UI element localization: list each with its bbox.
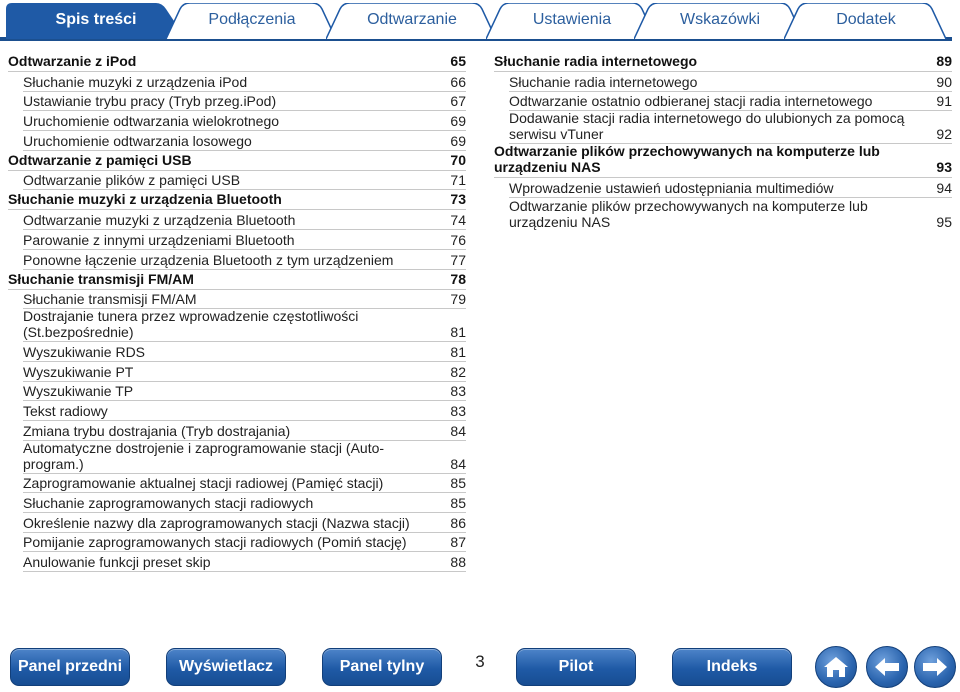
toc-title: Słuchanie muzyki z urządzenia Bluetooth xyxy=(8,191,282,208)
toc-page: 84 xyxy=(450,422,466,439)
toc-title: Wyszukiwanie RDS xyxy=(23,343,146,360)
tab-label: Podłączenia xyxy=(208,11,296,28)
rear-panel-button[interactable] xyxy=(322,648,442,686)
tab-label: Dodatek xyxy=(836,11,896,28)
toc-entry[interactable] xyxy=(23,230,466,250)
toc-page: 95 xyxy=(936,214,952,231)
toc-page: 85 xyxy=(450,495,466,511)
toc-title: Zaprogramowanie aktualnej stacji radiowej (Pamięć stacji) xyxy=(23,475,384,492)
toc-page: 84 xyxy=(450,455,466,472)
toc-title: Słuchanie transmisji FM/AM xyxy=(8,270,194,287)
display-button[interactable] xyxy=(166,648,286,686)
toc-page: 79 xyxy=(450,291,466,308)
toc-entry[interactable] xyxy=(23,210,466,230)
toc-page: 77 xyxy=(450,251,466,268)
remote-button[interactable] xyxy=(516,648,636,686)
toc-entry[interactable] xyxy=(23,131,466,151)
toc-title: Odtwarzanie plików przechowywanych na komputerze lub urządzeniu NAS xyxy=(509,198,868,231)
toc-page: 69 xyxy=(450,132,466,149)
toc-title: Uruchomienie odtwarzania wielokrotnego xyxy=(23,113,280,130)
toc-title: Słuchanie muzyki z urządzenia iPod xyxy=(23,73,248,90)
toc-title: Odtwarzanie plików przechowywanych na komputerze lub urządzeniu NAS xyxy=(494,143,880,176)
toc-heading[interactable] xyxy=(8,52,466,72)
toc-entry[interactable] xyxy=(509,92,952,112)
forward-button[interactable] xyxy=(914,646,956,688)
toc-title: Pomijanie zaprogramowanych stacji radiowych (Pomiń stację) xyxy=(23,534,407,551)
display-label: Wyświetlacz xyxy=(179,658,273,675)
toc-title: Uruchomienie odtwarzania losowego xyxy=(23,132,252,149)
toc-page: 73 xyxy=(450,191,466,208)
toc-entry[interactable] xyxy=(23,493,466,513)
toc-heading[interactable] xyxy=(8,270,466,290)
toc-page: 88 xyxy=(450,554,466,571)
toc-page: 71 xyxy=(450,172,466,189)
tab-label: Spis treści xyxy=(55,11,137,28)
toc-entry[interactable] xyxy=(23,171,466,191)
index-label: Indeks xyxy=(706,658,758,675)
toc-title: Wyszukiwanie PT xyxy=(23,363,134,380)
toc-entry[interactable] xyxy=(23,111,466,131)
toc-entry[interactable] xyxy=(23,362,466,382)
front-panel-button[interactable] xyxy=(10,648,130,686)
rear-panel-label: Panel tylny xyxy=(339,658,425,675)
toc-page: 65 xyxy=(450,53,466,69)
toc-page: 82 xyxy=(450,363,466,380)
toc-entry[interactable] xyxy=(23,290,466,310)
toc-title: Wprowadzenie ustawień udostępniania multimediów xyxy=(509,180,834,197)
toc-page: 74 xyxy=(450,212,466,229)
front-panel-label: Panel przedni xyxy=(17,658,123,675)
toc-page: 76 xyxy=(450,231,466,248)
toc-entry[interactable] xyxy=(509,198,952,231)
toc-page: 70 xyxy=(450,151,466,168)
toc-entry[interactable] xyxy=(23,92,466,112)
toc-entry[interactable] xyxy=(23,250,466,270)
toc-title: Ponowne łączenie urządzenia Bluetooth z tym urządzeniem xyxy=(23,251,394,268)
toc-title: Dostrajanie tunera przez wprowadzenie częstotliwości (St.bezpośrednie) xyxy=(23,308,359,341)
toc-entry[interactable] xyxy=(23,552,466,572)
toc-title: Ustawianie trybu pracy (Tryb przeg.iPod) xyxy=(23,93,277,110)
toc-page: 78 xyxy=(450,270,466,287)
toc-page: 83 xyxy=(450,383,466,400)
tab-ustawienia[interactable] xyxy=(486,3,658,37)
back-button[interactable] xyxy=(866,646,908,688)
toc-page: 93 xyxy=(936,159,952,176)
toc-title: Automatyczne dostrojenie i zaprogramowanie stacji (Auto-program.) xyxy=(23,439,385,472)
toc-page: 67 xyxy=(450,93,466,110)
toc-page: 81 xyxy=(450,343,466,360)
tab-label: Odtwarzanie xyxy=(367,11,457,28)
toc-entry[interactable] xyxy=(509,111,952,144)
toc-title: Słuchanie zaprogramowanych stacji radiowych xyxy=(23,495,314,511)
toc-title: Zmiana trybu dostrajania (Tryb dostrajania) xyxy=(23,422,291,439)
home-icon xyxy=(823,655,849,679)
toc-entry[interactable] xyxy=(23,401,466,421)
toc-title: Słuchanie radia internetowego xyxy=(509,73,698,90)
toc-page: 87 xyxy=(450,534,466,551)
toc-right-column xyxy=(494,52,952,231)
toc-heading[interactable] xyxy=(494,144,952,178)
toc-heading[interactable] xyxy=(8,151,466,171)
toc-page: 83 xyxy=(450,402,466,419)
index-button[interactable] xyxy=(672,648,792,686)
page-number: 3 xyxy=(475,652,485,671)
toc-entry[interactable] xyxy=(509,72,952,92)
toc-page: 94 xyxy=(936,180,952,197)
toc-page: 66 xyxy=(450,73,466,90)
toc-title: Określenie nazwy dla zaprogramowanych stacji (Nazwa stacji) xyxy=(23,514,410,531)
tab-dodatek[interactable] xyxy=(784,3,948,37)
tab-wskazowki[interactable] xyxy=(634,3,806,37)
toc-entry[interactable] xyxy=(23,309,466,342)
toc-title: Słuchanie radia internetowego xyxy=(494,53,698,69)
toc-page: 92 xyxy=(936,126,952,143)
toc-heading[interactable] xyxy=(8,190,466,210)
toc-title: Wyszukiwanie TP xyxy=(23,383,134,400)
toc-entry[interactable] xyxy=(23,441,466,474)
toc-page: 89 xyxy=(936,53,952,69)
toc-title: Tekst radiowy xyxy=(23,402,108,419)
toc-entry[interactable] xyxy=(23,513,466,533)
toc-title: Dodawanie stacji radia internetowego do ulubionych za pomocą serwisu vTuner xyxy=(509,110,905,143)
remote-label: Pilot xyxy=(558,658,594,675)
tab-label: Wskazówki xyxy=(679,11,760,28)
toc-heading[interactable] xyxy=(494,52,952,72)
toc-entry[interactable] xyxy=(23,474,466,494)
toc-title: Odtwarzanie muzyki z urządzenia Bluetooth xyxy=(23,212,296,229)
toc-title: Anulowanie funkcji preset skip xyxy=(23,554,211,571)
toc-entry[interactable] xyxy=(23,382,466,402)
toc-page: 85 xyxy=(450,475,466,492)
toc-title: Słuchanie transmisji FM/AM xyxy=(23,291,197,308)
toc-page: 81 xyxy=(450,324,466,341)
tab-podlaczenia[interactable] xyxy=(166,3,338,37)
toc-page: 86 xyxy=(450,514,466,531)
arrow-left-icon xyxy=(873,656,901,678)
toc-entry[interactable] xyxy=(23,421,466,441)
toc-title: Odtwarzanie ostatnio odbieranej stacji radia internetowego xyxy=(509,93,873,110)
tab-odtwarzanie[interactable] xyxy=(326,3,498,37)
toc-page: 90 xyxy=(936,73,952,90)
toc-title: Odtwarzanie z iPod xyxy=(8,53,137,69)
tab-label: Ustawienia xyxy=(532,11,612,28)
tab-bar xyxy=(0,0,960,40)
toc-entry[interactable] xyxy=(23,342,466,362)
toc-page: 69 xyxy=(450,113,466,130)
toc-title: Odtwarzanie plików z pamięci USB xyxy=(23,172,241,189)
arrow-right-icon xyxy=(921,656,949,678)
toc-entry[interactable] xyxy=(23,72,466,92)
home-button[interactable] xyxy=(815,646,857,688)
tab-spis-tresci[interactable] xyxy=(6,3,186,37)
toc-entry[interactable] xyxy=(509,178,952,198)
toc-entry[interactable] xyxy=(23,533,466,553)
toc-page: 91 xyxy=(936,93,952,110)
toc-title: Odtwarzanie z pamięci USB xyxy=(8,151,192,168)
toc-title: Parowanie z innymi urządzeniami Bluetooth xyxy=(23,231,295,248)
toc-left-column xyxy=(8,52,466,572)
